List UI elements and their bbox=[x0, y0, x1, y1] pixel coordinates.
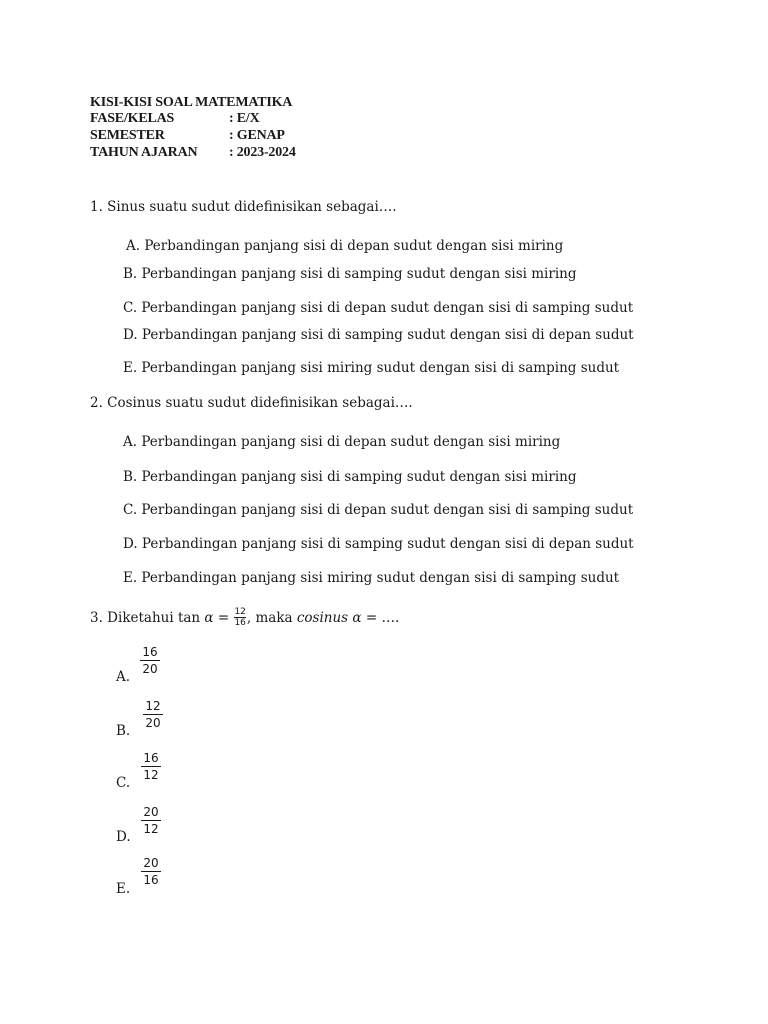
q3-option-d-fraction bbox=[141, 806, 161, 836]
fraction-numerator: 20 bbox=[143, 856, 159, 870]
doc-title-text: KISI-KISI SOAL MATEMATIKA bbox=[90, 95, 293, 110]
fraction-numerator: 20 bbox=[143, 805, 159, 819]
fraction-denominator: 20 bbox=[145, 716, 161, 730]
q1-option-a: A. Perbandingan panjang sisi di depan sudut dengan sisi miring bbox=[126, 238, 564, 254]
q3-option-d-letter: D. bbox=[116, 829, 131, 845]
q1-option-e: E. Perbandingan panjang sisi miring sudut dengan sisi di samping sudut bbox=[123, 360, 620, 376]
fraction-bar bbox=[141, 820, 161, 821]
q3-equals-2: = …. bbox=[361, 610, 400, 626]
q3-tan-fraction bbox=[234, 607, 245, 628]
q3-equals: = bbox=[213, 610, 234, 626]
q3-option-c-letter: C. bbox=[116, 775, 131, 791]
fraction-numerator: 12 bbox=[145, 699, 161, 713]
fraction-numerator: 16 bbox=[142, 645, 158, 659]
fraction-numerator: 16 bbox=[143, 751, 159, 765]
fraction-denominator: 12 bbox=[143, 768, 159, 782]
header-value: : E/X bbox=[229, 111, 260, 126]
fraction-bar bbox=[143, 714, 163, 715]
question-2: 2. Cosinus suatu sudut didefinisikan sebagai…. bbox=[90, 395, 413, 411]
fraction-denominator: 12 bbox=[143, 822, 159, 836]
q3-cosinus: cosinus bbox=[296, 610, 349, 626]
question-1: 1. Sinus suatu sudut didefinisikan sebagai…. bbox=[90, 199, 397, 215]
header-label: TAHUN AJARAN bbox=[90, 145, 198, 160]
q2-option-d: D. Perbandingan panjang sisi di samping sudut dengan sisi di depan sudut bbox=[123, 536, 634, 552]
fraction-bar bbox=[141, 871, 161, 872]
q3-option-c-fraction bbox=[141, 752, 161, 782]
q3-alpha-2: α bbox=[348, 610, 362, 626]
q3-option-e-letter: E. bbox=[116, 881, 131, 897]
fraction-denominator: 20 bbox=[142, 662, 158, 676]
q2-option-c: C. Perbandingan panjang sisi di depan sudut dengan sisi di samping sudut bbox=[123, 502, 634, 518]
q1-option-c: C. Perbandingan panjang sisi di depan sudut dengan sisi di samping sudut bbox=[123, 300, 634, 316]
q3-prefix: 3. Diketahui tan bbox=[90, 610, 205, 626]
q3-middle: , maka bbox=[246, 610, 297, 626]
header-label: SEMESTER bbox=[90, 128, 165, 143]
q3-option-a-letter: A. bbox=[116, 669, 131, 685]
q1-option-b: B. Perbandingan panjang sisi di samping sudut dengan sisi miring bbox=[123, 266, 577, 282]
fraction-bar bbox=[140, 660, 160, 661]
q3-option-b-fraction bbox=[143, 700, 163, 730]
question-3 bbox=[90, 608, 399, 629]
fraction-bar bbox=[141, 766, 161, 767]
header-value: : 2023-2024 bbox=[229, 145, 296, 160]
q2-option-b: B. Perbandingan panjang sisi di samping sudut dengan sisi miring bbox=[123, 469, 577, 485]
q3-alpha: α bbox=[204, 610, 214, 626]
header-value: : GENAP bbox=[229, 128, 285, 143]
q3-option-e-fraction bbox=[141, 857, 161, 887]
header-label: FASE/KELAS bbox=[90, 111, 175, 126]
q2-option-a: A. Perbandingan panjang sisi di depan sudut dengan sisi miring bbox=[123, 434, 561, 450]
q3-option-a-fraction bbox=[140, 646, 160, 676]
q1-option-d: D. Perbandingan panjang sisi di samping sudut dengan sisi di depan sudut bbox=[123, 327, 634, 343]
q3-frac-num: 12 bbox=[234, 607, 246, 617]
q3-option-b-letter: B. bbox=[116, 723, 131, 739]
q2-option-e: E. Perbandingan panjang sisi miring sudut dengan sisi di samping sudut bbox=[123, 570, 620, 586]
fraction-denominator: 16 bbox=[143, 873, 159, 887]
q3-frac-den: 16 bbox=[234, 618, 246, 628]
